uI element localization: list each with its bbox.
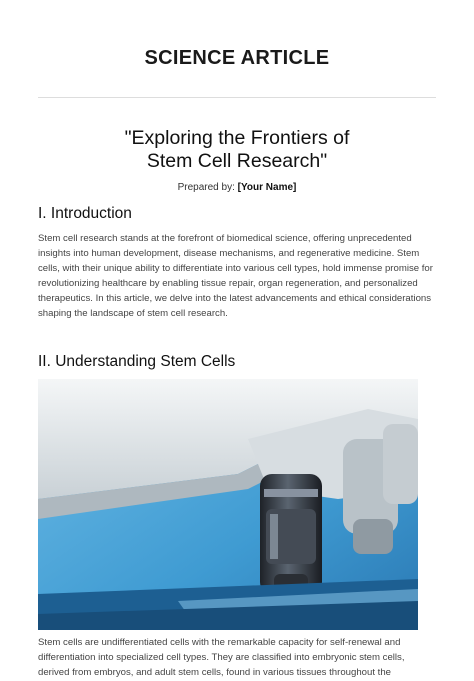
prepared-by-label: Prepared by: <box>177 182 235 193</box>
prepared-by-value: [Your Name] <box>237 182 297 193</box>
article-title <box>0 127 474 173</box>
prepared-by <box>0 182 474 193</box>
header-divider <box>38 97 436 98</box>
introduction-paragraph: Stem cell research stands at the forefront of biomedical science, offering unprecedented insights into human development, disease mechanisms, and regenerative medicine. Stem cells, with their unique ability to differentiate into various cell types, hold immense promise for revolutionizing healthcare by enabling tissue repair, organ regeneration, and personalized therapeutics. In this article, we delve into the latest advancements and ethical considerations shaping the landscape of stem cell research. <box>38 233 433 319</box>
article-title-line-2: Stem Cell Research" <box>146 150 328 172</box>
document-type-heading: SCIENCE ARTICLE <box>144 47 330 69</box>
microscope-photo <box>38 379 418 630</box>
section-heading-introduction: I. Introduction <box>38 205 132 222</box>
understanding-paragraph: Stem cells are undifferentiated cells with the remarkable capacity for self-renewal and differentiation into specialized cell types. They are classified into embryonic stem cells, derived from embryos, and adult stem cells, found in various tissues throughout the <box>38 637 405 678</box>
section-heading-understanding-stem-cells: II. Understanding Stem Cells <box>38 353 236 370</box>
article-title-line-1: "Exploring the Frontiers of <box>124 127 350 149</box>
